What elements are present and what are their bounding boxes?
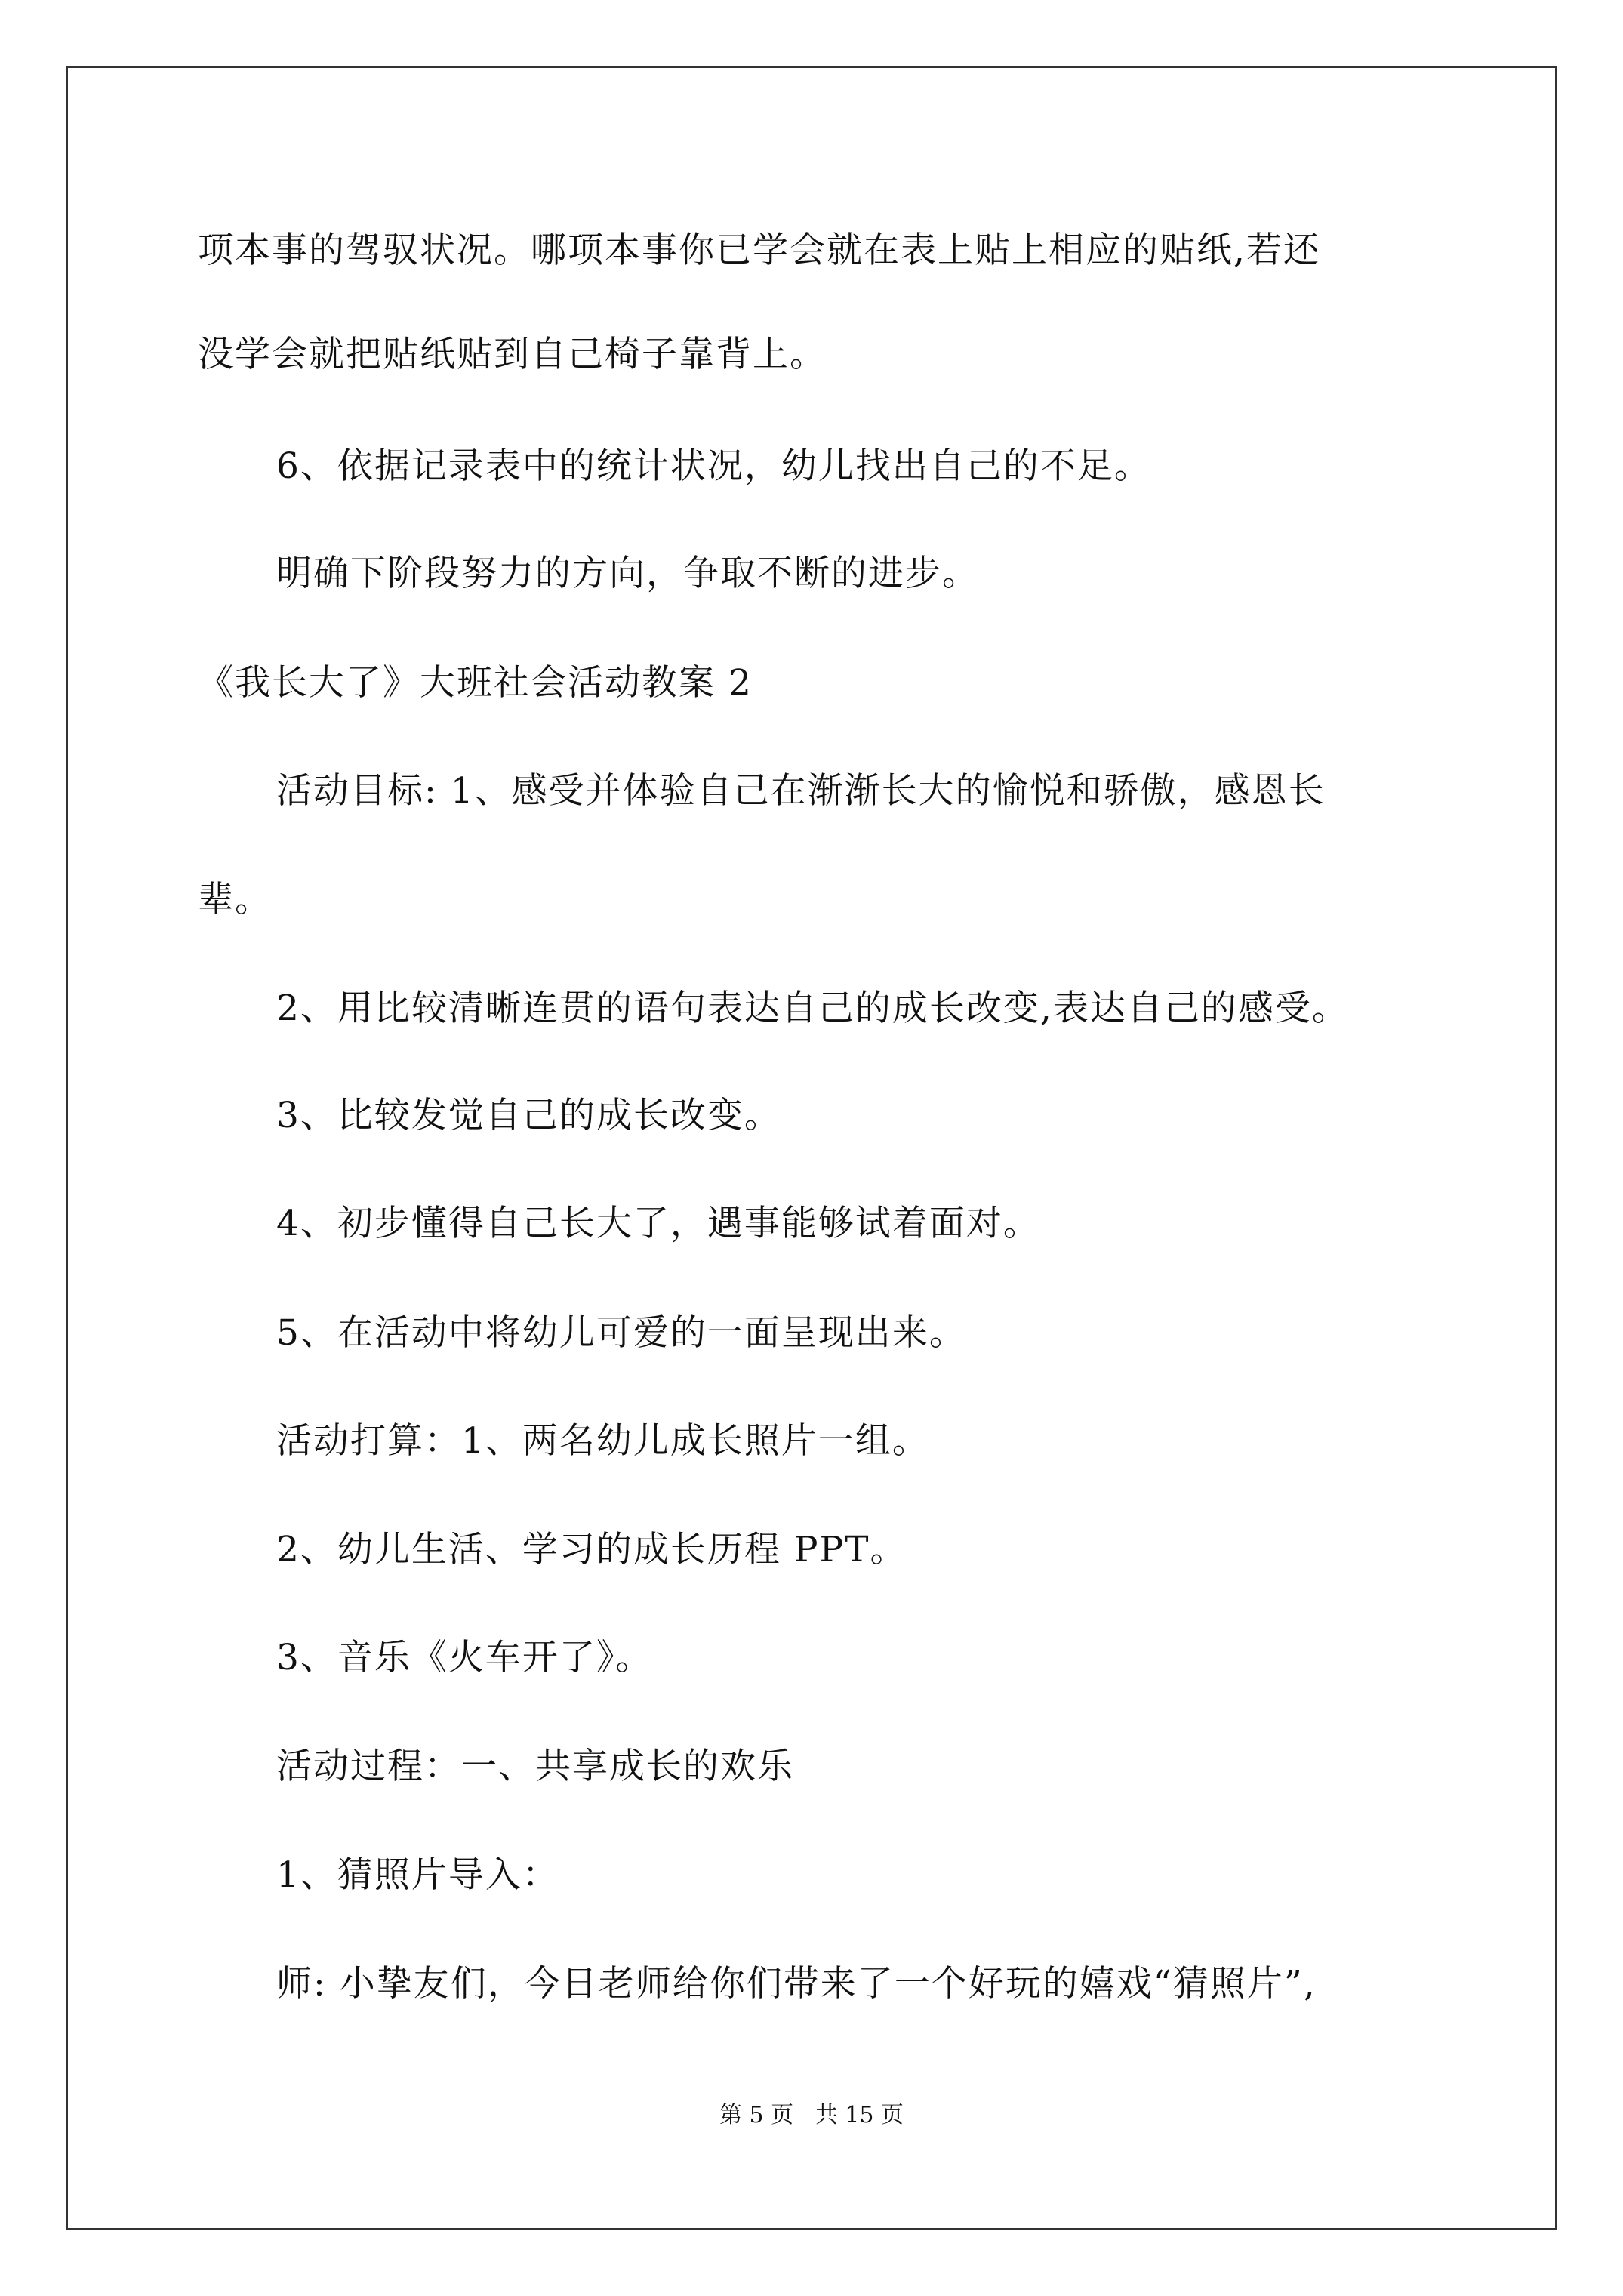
paragraph-line: 6、依据记录表中的统计状况，幼儿找出自己的不足。 — [276, 445, 1151, 487]
paragraph-line: 没学会就把贴纸贴到自己椅子靠背上。 — [198, 334, 827, 375]
paragraph-line: 辈。 — [198, 879, 272, 920]
page-number-footer: 第 5 页 共 15 页 — [719, 2102, 904, 2128]
paragraph-line: 3、比较发觉自己的成长改变。 — [276, 1095, 781, 1136]
section-heading: 《我长大了》大班社会活动教案 2 — [198, 662, 753, 704]
paragraph-line: 明确下阶段努力的方向，争取不断的进步。 — [276, 553, 979, 594]
paragraph-line: 3、音乐《火车开了》。 — [276, 1637, 653, 1678]
paragraph-line: 1、猜照片导入： — [276, 1854, 559, 1896]
paragraph-line: 5、在活动中将幼儿可爱的一面呈现出来。 — [276, 1312, 966, 1354]
page-border — [66, 66, 1557, 2230]
paragraph-line: 师: 小挚友们，今日老师给你们带来了一个好玩的嬉戏“猜照片”, — [276, 1963, 1317, 2005]
paragraph-line: 项本事的驾驭状况。哪项本事你已学会就在表上贴上相应的贴纸,若还 — [198, 230, 1320, 271]
paragraph-line: 活动打算：1、两名幼儿成长照片一组。 — [276, 1420, 929, 1462]
paragraph-line: 4、初步懂得自己长大了，遇事能够试着面对。 — [276, 1203, 1040, 1244]
paragraph-line: 2、幼儿生活、学习的成长历程 PPT。 — [276, 1529, 907, 1570]
paragraph-line: 活动过程：一、共享成长的欢乐 — [276, 1746, 794, 1787]
paragraph-line: 活动目标: 1、感受并体验自己在渐渐长大的愉悦和骄傲，感恩长 — [276, 770, 1326, 812]
paragraph-line: 2、用比较清晰连贯的语句表达自己的成长改变,表达自己的感受。 — [276, 988, 1349, 1029]
